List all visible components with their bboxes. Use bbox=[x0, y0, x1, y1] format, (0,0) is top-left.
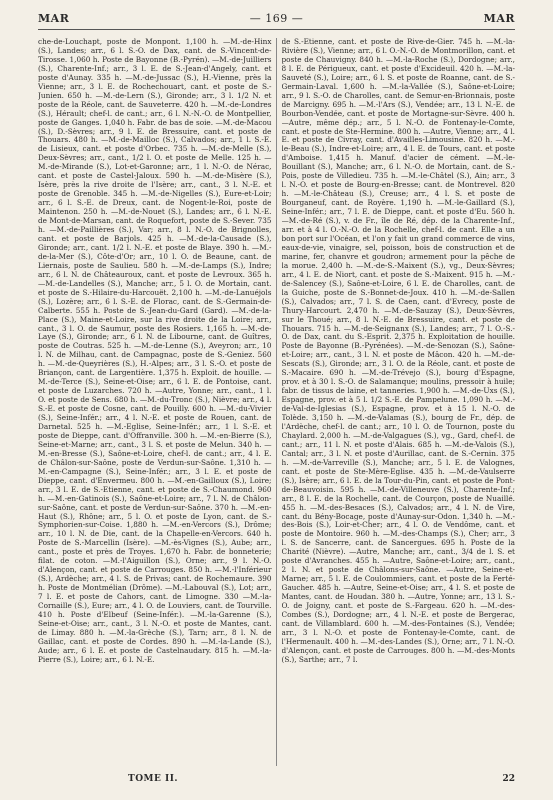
volume-label: TOME II. bbox=[128, 774, 179, 784]
header-rule bbox=[38, 29, 515, 30]
column-divider bbox=[276, 38, 277, 766]
page-number: — 169 — bbox=[249, 12, 304, 25]
left-column bbox=[38, 38, 272, 768]
right-column-text: de S.-Etienne, cant. et poste de Rive-de-Gier. 745 h. —M.-la-Rivière (S.), Vienne; arr., 6 l. O.-N.-O. de Montmorillon, cant. et poste de Chauvigny. 840 h. —M.-la-Roche (S.), Dordogne; arr., 8 l. E. de Périgueux, cant. et poste d'Excideuil. 420 h. —M.-la-Sauveté (S.), Loire; arr., 6 l. S. et poste de Roanne, cant. de S.-Germain-Laval. 1,600 h. —M.-la-Vallée (S.), Saône-et-Loire; arr., 9 l. S.-O. de Charolles, cant. de Semur-en-Brionnais, poste de Marcigny. 695 h. —M.-l'Ars (S.), Vendée; arr., 13 l. N.-E. de Bourbon-Vendée, cant. et poste de Mortagne-sur-Sèvre. 400 h. —Autre, même dép.; arr., 5 l. N.-O. de Fontenay-le-Comte, cant. et poste de Ste-Hermine. 800 h. —Autre, Vienne; arr., 4 l. E. et poste de Civray, cant. d'Availles-Limousine. 820 h. —M.-le-Beau (S.), Indre-et-Loire; arr., 4 l. E. de Tours, cant. et poste d'Amboise. 1,415 h. Manuf. d'acier de cément. —M.-le-Bouillant (S.), Manche; arr., 6 l. N.-O. de Mortain, cant. de S.-Pois, poste de Villedieu. 735 h. —M.-le-Châtel (S.), Ain; arr., 3 l. N.-O. et poste de Bourg-en-Bresse; cant. de Montrevel. 820 h. —M.-le-Château (S.), Creuse; arr., 4 l. S. et poste de Bourganeuf, cant. de Royère. 1,190 h. —M.-le-Gaillard (S.), Seine-Infér.; arr., 7 l. E. de Dieppe, cant. et poste d'Eu. 560 h. —M.-de-Ré (S.), v. de Fr., île de Ré, dép. de la Charente-Inf., arr. et à 4 l. O.-N.-O. de la Rochelle, chef-l. de cant. Elle a un bon port sur l'Océan, et l'on y fait un grand commerce de vins, eaux-de-vie, vinaigre, sel, poisson, bois de construction et de marine, fer, chanvre et goudron; armement pour la pêche de la morue. 2,400 h. —M.-de-S.-Maixent (S.), vg., Deux-Sèvres; arr., 4 l. E. de Niort, cant. et poste de S.-Maixent. 915 h. —M.-de-Salencey (S.), Saône-et-Loire, 6 l. E. de Charolles, cant. de la Guiche, poste de S.-Bonnet-de-Joux. 410 h. —M.-de-Sallen (S.), Calvados; arr., 7 l. S. de Caen, cant. d'Evrecy, poste de Thury-Harcourt. 2,470 h. —M.-de-Sauzay (S.), Deux-Sèvres, sur le Thoué; arr., 8 l. N.-E. de Bressuire, cant. et poste de Thouars. 715 h. —M.-de-Seignanx (S.), Landes; arr., 7 l. O.-S.-O. de Dax, cant. du S.-Esprit. 2,375 h. Exploitation de houille. Poste de Bayonne (B.-Pyrénées). —M.-de-Senozan (S.), Saône-et-Loire; arr., cant., 3 l. N. et poste de Mâcon. 420 h. —M.-de-Sescats (S.), Gironde; arr., 3 l. O. de la Réole, cant. et poste de S.-Macaire. 690 h. —M.-de-Trévejo (S.), bourg d'Espagne, prov. et à 30 l. S.-O. de Salamanque; moulins, pressoir à huile; fabr. de tissus de laine, et tanneries. 1,900 h. —M.-de-Uxs (S.), Espagne, prov. et à 5 l. 1/2 S.-E. de Pampelune. 1,090 h. —M.-de-Val-de-Iglesias (S.), Espagne, prov. et à 15 l. N.-O. de Tolède. 3,150 h. —M.-de-Valamas (S.), bourg de Fr., dép. de l'Ardèche, chef-l. de cant.; arr., 10 l. O. de Tournon, poste du Chaylard. 2,000 h. —M.-de-Valgagues (S.), vg., Gard, chef-l. de cant.; arr., 11 l. N. et poste d'Alais. 685 h. —M.-de-Valois (S.), Cantal; arr., 3 l. N. et poste d'Aurillac, cant. de S.-Cernin. 375 h. —M.-de-Varreville (S.), Manche; arr., 5 l. E. de Valognes, cant. et poste de Ste-Mère-Eglise. 435 h. —M.-de-Vaulserre (S.), Isère; arr., 6 l. E. de la Tour-du-Pin, cant. et poste de Pont-de-Beauvoisin. 595 h. —M.-de-Villeneuve (S.), Charente-Inf.; arr., 8 l. E. de la Rochelle, cant. de Courçon, poste de Nuaillé. 455 h. —M.-des-Besaces (S.), Calvados; arr., 4 l. N. de Vire, cant. du Bény-Bocage, poste d'Aunay-sur-Odon. 1,340 h. —M.-des-Bois (S.), Loir-et-Cher; arr., 4 l. O. de Vendôme, cant. et poste de Montoire. 960 h. —M.-des-Champs (S.), Cher; arr., 3 l. S. de Sancerre, cant. de Sancergues. 695 h. Poste de la Charité (Nièvre). —Autre, Manche; arr., cant., 3/4 de l. S. et poste d'Avranches. 455 h. —Autre, Saône-et-Loire; arr., cant., 2 l. N. et poste de Châlons-sur-Saône. —Autre, Seine-et-Marne; arr., 5 l. E. de Coulommiers, cant. et poste de la Ferté-Gaucher. 485 h. —Autre, Seine-et-Oise; arr., 4 l. S. et poste de Mantes, cant. de Houdan. 380 h. —Autre, Yonne; arr., 13 l. S.-O. de Joigny, cant. et poste de S.-Fargeau. 620 h. —M.-des-Combes (S.), Dordogne; arr., 4 l. N.-E. et poste de Bergerac, cant. de Villamblard. 600 h. —M.-des-Fontaines (S.), Vendée; arr., 3 l. N.-O. et poste de Fontenay-le-Comte, cant. de l'Hermenault. 400 h. —M.-des-Landes (S.), Orne; arr., 7 l. N.-O. d'Alençon, cant. et poste de Carrouges. 800 h. —M.-des-Monts (S.), Sarthe; arr., 7 l. bbox=[281, 38, 515, 664]
page-footer bbox=[38, 772, 515, 788]
signature-mark: 22 bbox=[502, 774, 515, 784]
right-column bbox=[282, 38, 516, 768]
left-column-text: che-de-Louchapt, poste de Monpont. 1,100 h. —M.-de-Hinx (S.), Landes; arr., 6 l. S.-O. de Dax, cant. de S.-Vincent-de-Tirosse. 1,060 h. Poste de Bayonne (B.-Pyrén). —M.-de-Juilliers (S.), Charente-Inf.; arr., 3 l. E. de S.-Jean-d'Angely, cant. et poste d'Aunay. 335 h. —M.-de-Jussac (S.), H.-Vienne, près la Vienne; arr., 3 l. E. de Rochechouart, cant. et poste de S.-Junien. 650 h. —M.-de-Lern (S.), Gironde; arr., 3 l. 1/2 N. et poste de la Réole, cant. de Sauveterre. 420 h. —M.-de-Londres (S.), Hérault; chef-l. de cant.; arr., 6 l. N.-N.-O. de Montpellier, poste de Ganges. 1,040 h. Fabr. de bas de soie. —M.-de-Macou (S.), D.-Sèvres; arr., 9 l. E. de Bressuire, cant. et poste de Thouars. 480 h. —M.-de-Mailloc (S.), Calvados; arr., 1 l. S.-E. de Lisieux, cant. et poste d'Orbec. 735 h. —M.-de-Melle (S.), Deux-Sèvres; arr., cant., 1/2 l. O. et poste de Melle. 125 h. —M.-de-Mirande (S.), Lot-et-Garonne; arr., 1 l. N.-O. de Nérac, cant. et poste de Castel-Jaloux. 590 h. —M.-de-Misère (S.), Isère, près la rive droite de l'Isère; arr., cant., 3 l. N.-E. et poste de Grenoble. 345 h. —M.-de-Nigelles (S.), Eure-et-Loir; arr., 6 l. S.-E. de Dreux, cant. de Nogent-le-Roi, poste de Maintenon. 250 h. —M.-de-Nouet (S.), Landes; arr., 6 l. N.-E. de Mont-de-Marsan, cant. de Roquefort, poste de S.-Sever. 735 h. —M.-de-Paillières (S.), Var; arr., 8 l. N.-O. de Brignolles, cant. et poste de Barjols. 425 h. —M.-de-la-Causade (S.), Gironde; arr., cant. 1/2 l. N.-E. et poste de Blaye. 390 h. —M.-de-la-Mer (S.), Côte-d'Or; arr., 10 l. O. de Beaune, cant. de Liernais, poste de Saulieu. 580 h. —M.-de-Lamps (S.), Indre; arr., 6 l. N. de Châteauroux, cant. et poste de Levroux. 365 h. —M.-de-Landelles (S.), Manche; arr., 5 l. O. de Mortain, cant. et poste de S.-Hilaire-du-Harcouët. 2,100 h. —M.-de-Lanuéjols (S.), Lozère; arr., 6 l. S.-E. de Florac, cant. de S.-Germain-de-Calberte. 555 h. Poste de S.-Jean-du-Gard (Gard). —M.-de-la-Place (S.), Maine-et-Loire, sur la rive droite de la Loire; arr., cant., 3 l. O. de Saumur, poste des Rosiers. 1,165 h. —M.-de-Laye (S.), Gironde; arr., 6 l. N. de Libourne, cant. de Guîtres, poste de Coutras. 525 h. —M.-de-Lenne (S.), Aveyron; arr., 10 l. N. de Milhau, cant. de Campagnac, poste de S.-Geniez. 560 h. —M.-de-Queyrières (S.), H.-Alpes; arr., 3 l. S.-O. et poste de Briançon, cant. de Largentière. 1,375 h. Exploit. de houille. —M.-de-Terce (S.), Seine-et-Oise; arr., 6 l. E. de Pontoise, cant. et poste de Luzarches. 720 h. —Autre, Yonne; arr., cant., 1 l. O. et poste de Sens. 680 h. —M.-du-Tronc (S.), Nièvre; arr., 4 l. S.-E. et poste de Cosne, cant. de Pouilly. 600 h. —M.-du-Vivier (S.), Seine-Infér.; arr., 4 l. N.-E. et poste de Rouen, cant. de Darnetal. 525 h. —M.-Eglise, Seine-Infér.; arr., 1 l. S.-E. et poste de Dieppe, cant. d'Offranville. 300 h. —M.-en-Bierre (S.), Seine-et-Marne; arr., cant., 3 l. S. et poste de Melun. 340 h. —M.-en-Bresse (S.), Saône-et-Loire, chef-l. de cant.; arr., 4 l. E. de Châlon-sur-Saône, poste de Verdun-sur-Saône. 1,310 h. —M.-en-Campagne (S.), Seine-Infér.; arr., 3 l. E. et poste de Dieppe, cant. d'Envermeu. 800 h. —M.-en-Gailloux (S.), Loire; arr., 3 l. E. de S.-Etienne, cant. et poste de S.-Chaumond. 960 h. —M.-en-Gatinois (S.), Saône-et-Loire; arr., 7 l. N. de Châlon-sur-Saône, cant. et poste de Verdun-sur-Saône. 370 h. —M.-en-Haut (S.), Rhône; arr., 5 l. O. et poste de Lyon, cant. de S.-Symphorien-sur-Coise. 1,880 h. —M.-en-Vercors (S.), Drôme; arr., 10 l. N. de Die, cant. de la Chapelle-en-Vercors. 640 h. Poste de S.-Marcellin (Isère). —M.-ès-Vignes (S.), Aube; arr., cant., poste et près de Troyes. 1,670 h. Fabr. de bonneterie; filat. de coton. —M.-l'Aiguillon (S.), Orne; arr., 9 l. N.-O. d'Alençon, cant. et poste de Carrouges. 850 h. —M.-l'Inférieur (S.), Ardèche; arr., 4 l. S. de Privas; cant. de Rochemaure. 390 h. Poste de Montmélian (Drôme). —M.-Labouval (S.), Lot; arr., 7 l. E. et poste de Cahors, cant. de Limogne. 330 —M.-la-Cornaille (S.), Eure; arr., 4 l. O. de Louviers, cant. de Tourville. 410 h. Poste d'Elbeuf (Seine-Infér.). —M.-la-Garenne (S.), Seine-et-Oise; arr., cant., 3 l. N.-O. et poste de Mantes, cant. de Limay. 880 h. —M.-la-Grèche (S.), Tarn; arr., 8 l. N. de Gaillac, cant. et poste de Cordes. 890 h. —M.-la-Lande (S.), Aude; arr., 6 l. E. et poste de Castelnaudary. 815 h. —M.-la-Pierre (S.), Loire; arr., 6 l. N.-E. bbox=[38, 38, 272, 664]
running-header bbox=[38, 10, 515, 30]
header-left-keyword: MAR bbox=[38, 12, 70, 25]
header-right-keyword: MAR bbox=[483, 12, 515, 25]
